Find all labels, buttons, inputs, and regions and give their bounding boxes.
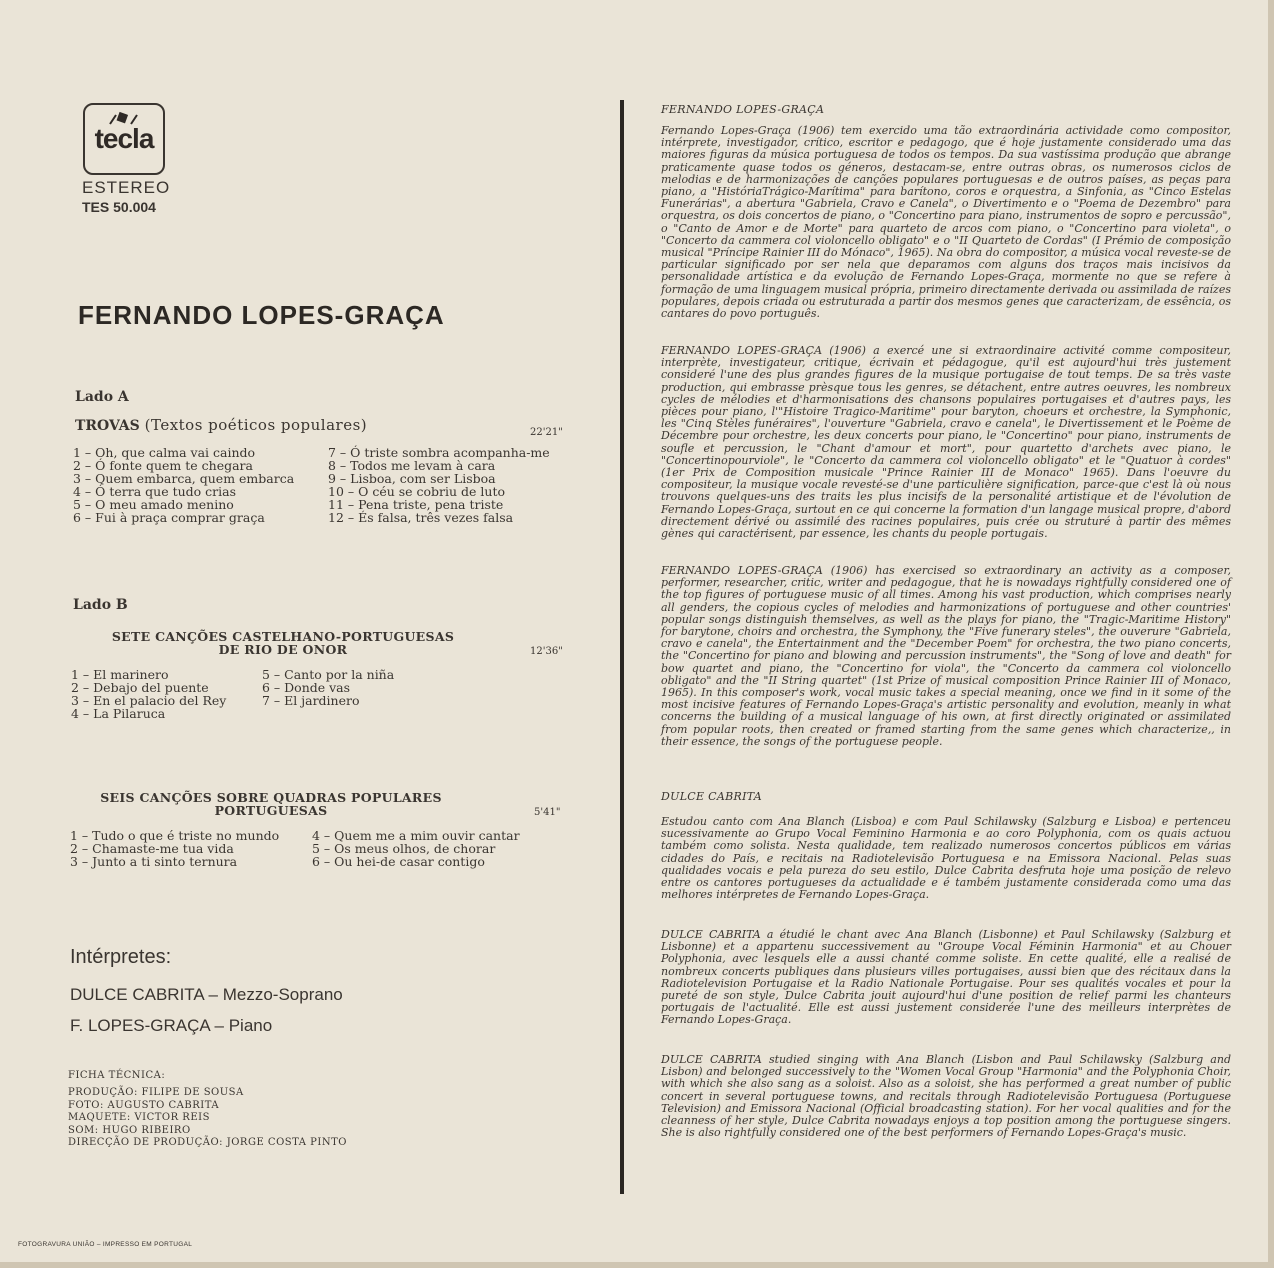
track-item: 7 – El jardinero [262, 693, 360, 708]
notes-composer-heading: FERNANDO LOPES-GRAÇA [661, 103, 825, 116]
seis-cancoes-title-line2: PORTUGUESAS [214, 803, 328, 818]
trovas-duration: 22'21" [530, 427, 563, 438]
credits-list [68, 1087, 347, 1150]
track-item: 1 – Tudo o que é triste no mundo [70, 828, 280, 843]
track-item: 11 – Pena triste, pena triste [328, 497, 504, 512]
track-item: 6 – Donde vas [262, 680, 351, 695]
performers-heading: Intérpretes: [70, 946, 172, 968]
trovas-title [75, 416, 367, 434]
seis-cancoes-duration: 5'41" [534, 807, 561, 818]
sete-cancoes-title [73, 630, 493, 656]
track-item: 5 – Os meus olhos, de chorar [312, 841, 496, 856]
column-divider [620, 100, 624, 1194]
track-item: 6 – Ou hei-de casar contigo [312, 854, 485, 869]
track-item: 1 – El marinero [71, 667, 169, 682]
track-item: 9 – Lisboa, com ser Lisboa [328, 471, 496, 486]
catalog-number: TES 50.004 [82, 199, 156, 215]
performer-pianist: F. LOPES-GRAÇA – Piano [70, 1016, 273, 1035]
track-item: 4 – Ó terra que tudo crias [73, 484, 237, 499]
trovas-title-text: TROVAS [75, 418, 140, 434]
sete-cancoes-duration: 12'36" [530, 646, 563, 657]
sete-cancoes-title-line1: SETE CANÇÕES CASTELHANO-PORTUGUESAS [111, 629, 455, 644]
track-item: 8 – Todos me levam à cara [328, 458, 496, 473]
notes-composer-french: FERNANDO LOPES-GRAÇA (1906) a exercé une si extraordinaire activité comme compositeur, interprète, investigateur, critique, écrivain et pédagogue, qu'il est aujourd'hui très justement consideré l'une des plus grandes figures de la musique portugaise de tout temps. De sa très vaste production, qui embrasse prèsque tous les genres, se détachent, entre autres oeuvres, les nombreux cycles de mélodies et d'harmonisations des chansons populaires portugaises et d'autres pays, les pièces pour piano, l'"Histoire Tragico-Maritime" pour baryton, choeurs et orchestre, la Symphonic, les "Cinq Stèles funéraires", l'ouverture "Gabriela, cravo e canela", le Divertissement et le Poème de Décembre pour orchestre, les deux concerts pour piano, le "Concertino" pour piano, instruments de soufle et percussion, le "Chant d'amour et mort", pour quartetto d'archets avec piano, le "Concertinopourviole", le "Concerto da cammera col violoncello obligato" et le "Quatuor à cordes" (1er Prix de Composition musicale "Prince Rainier III de Monaco" 1965). Dans l'oeuvre du compositeur, la musique vocale revesté-se d'une particulière signification, parce-que c'est là où nous trouvons quelques-uns des traits les plus incisifs de la personalité artistique et de l'évolution de Fernando Lopes-Graça, surtout en ce qui concerne la formation d'un langage musical propre, d'abord directement dérivé ou assimilé des racines populaires, puis crée ou struturé à partir des mêmes gènes qui caractérisent, par essence, les chants du people portugais. [661, 344, 1231, 541]
track-item: 6 – Fui à praça comprar graça [73, 510, 265, 525]
notes-composer-portuguese: Fernando Lopes-Graça (1906) tem exercido uma tão extraordinária actividade como compositor, intérprete, investigador, crítico, escritor e pedagogo, que é hoje justamente considerado uma das maiores figuras da música portuguesa de todos os tempos. Da sua vastíssima produção que abrange praticamente quase todos os géneros, destacam-se, entre outras obras, os numerosos ciclos de melodias e de harmonizações de canções populares portuguesas e de outros países, as peças para piano, a "HistóriaTrágico-Marítima" para barítono, coros e orquestra, a Sinfonia, as "Cinco Estelas Funerárias", a abertura "Gabriela, Cravo e Canela", o Divertimento e o "Poema de Dezembro" para orquestra, os dois concertos de piano, o "Concertino para piano, instrumentos de sopro e percussão", o "Canto de Amor e de Morte" para quarteto de arcos com piano, o "Concertino para violeta", o "Concerto da cammera col violoncello obligato" e o "II Quarteto de Cordas" (I Prémio de composição musical "Príncipe Rainier III do Mónaco", 1965). Na obra do compositor, a música vocal reveste-se de particular significado por ser nela que deparamos com alguns dos traços mais incisivos da personalidade artística e da evolução de Fernando Lopes-Graça, mormente no que se refere à formação de uma linguagem musical própria, primeiro directamente derivada ou assimilada de raízes populares, depois criada ou estruturada a partir dos mesmos genes que caracterizam, de essência, os cantares do povo português. [661, 124, 1231, 321]
track-item: 2 – Ó fonte quem te chegara [73, 458, 253, 473]
sete-cancoes-title-line2: DE RIO DE ONOR [218, 642, 348, 657]
track-item: 4 – La Pilaruca [71, 706, 166, 721]
track-item: 2 – Chamaste-me tua vida [70, 841, 234, 856]
credit-line: MAQUETE: VICTOR REIS [68, 1112, 210, 1123]
sete-cancoes-tracklist-left [71, 668, 226, 720]
sete-cancoes-tracklist-right [262, 668, 394, 707]
track-item: 10 – O céu se cobriu de luto [328, 484, 506, 499]
track-item: 4 – Quem me a mim ouvir cantar [312, 828, 520, 843]
stereo-label: ESTEREO [82, 178, 171, 197]
composer-title: FERNANDO LOPES-GRAÇA [78, 300, 445, 330]
credits-heading: FICHA TÉCNICA: [68, 1070, 166, 1081]
seis-cancoes-title-line1: SEIS CANÇÕES SOBRE QUADRAS POPULARES [100, 790, 442, 805]
printer-credit: FOTOGRAVURA UNIÃO – IMPRESSO EM PORTUGAL [18, 1241, 193, 1248]
logo-wordmark: tecla [94, 123, 154, 154]
track-item: 1 – Oh, que calma vai caindo [73, 445, 256, 460]
trovas-subtitle: (Textos poéticos populares) [144, 416, 368, 434]
track-item: 2 – Debajo del puente [71, 680, 209, 695]
track-item: 5 – Canto por la niña [262, 667, 395, 682]
notes-singer-heading: DULCE CABRITA [661, 790, 762, 803]
seis-cancoes-tracklist-left [70, 829, 279, 868]
credit-line: PRODUÇÃO: FILIPE DE SOUSA [68, 1087, 244, 1098]
performer-singer: DULCE CABRITA – Mezzo-Soprano [70, 985, 343, 1004]
tecla-logo [83, 103, 165, 175]
credit-line: DIRECÇÃO DE PRODUÇÃO: JORGE COSTA PINTO [68, 1137, 347, 1148]
notes-composer-english: FERNANDO LOPES-GRAÇA (1906) has exercised so extraordinary an activity as a composer, performer, researcher, critic, writer and pedagogue, that he is nowadays rightfully considered one of the top figures of portuguese music of all times. Among his vast production, which comprises nearly all genders, the copious cycles of melodies and harmonizations of portuguese and other countries' popular songs distinguish themselves, as well as the plays for piano, the "Tragic-Maritime History" for barytone, choirs and orchestra, the Symphony, the "Five funerary steles", the ouverure "Gabriela, cravo e canela", the Entertainment and the "December Poem" for orchestra, the two piano concerts, the "Concertino for piano and blowing and percussion instruments", the "Song of love and death" for bow quartet and piano, the "Concertino for viola", the "Concerto da cammera col violoncello obligato" and the "II String quartet" (1st Prize of musical composition Prince Rainier III of Monaco, 1965). In this composer's work, vocal music takes a special meaning, once we find in it some of the most incisive features of Fernando Lopes-Graça's artistic personality and evolution, meanly in what concerns the building of a musical language of his own, at first directly originated or assimilated from popular roots, then created or framed starting from the same genes which characterize,, in their essence, the songs of the portuguese people. [661, 564, 1231, 748]
seis-cancoes-title [71, 791, 471, 817]
side-a-label: Lado A [75, 389, 129, 405]
trovas-tracklist-right [328, 446, 550, 524]
credit-line: SOM: HUGO RIBEIRO [68, 1124, 191, 1136]
track-item: 3 – En el palacio del Rey [71, 693, 227, 708]
trovas-tracklist-left [73, 446, 294, 524]
track-item: 7 – Ó triste sombra acompanha-me [328, 445, 550, 460]
track-item: 3 – Quem embarca, quem embarca [73, 471, 295, 486]
seis-cancoes-tracklist-right [312, 829, 520, 868]
notes-singer-portuguese: Estudou canto com Ana Blanch (Lisboa) e com Paul Schilawsky (Salzburg e Lisboa) e pertenceu sucessivamente ao Grupo Vocal Feminino Harmonia e ao coro Polyphonia, com os quais actuou também como solista. Nesta qualidade, tem realizado numerosos concertos públicos em várias cidades do País, e recitais na Radiotelevisão Portuguesa e na Emissora Nacional. Pelas suas qualidades vocais e pela pureza do seu estilo, Dulce Cabrita desfruta hoje uma posição de relevo entre os cantores portugueses da actualidade e é também justamente considerada como uma das melhores intérpretes de Fernando Lopes-Graça. [661, 815, 1231, 902]
notes-singer-english: DULCE CABRITA studied singing with Ana Blanch (Lisbon and Paul Schilawsky (Salzburg and Lisbon) and belonged successively to the "Women Vocal Group "Harmonia" and the Polyphonia Choir, with which she also sang as a soloist. Also as a soloist, she has performed a great number of public concert in several portuguese towns, and recitals through Radiotelevisão Portuguesa (Portuguese Television) and Emissora Nacional (Official broadcasting station). For her vocal qualities and for the cleanness of her style, Dulce Cabrita nowadays enjoys a top position among the portuguese singers. She is also rightfully considered one of the best performers of Fernando Lopes-Graça's music. [661, 1053, 1231, 1140]
track-item: 3 – Junto a ti sinto ternura [70, 854, 238, 869]
track-item: 5 – O meu amado menino [73, 497, 234, 512]
notes-singer-french: DULCE CABRITA a étudié le chant avec Ana Blanch (Lisbonne) et Paul Schilawsky (Salzburg et Lisbonne) et a appartenu successivement au "Groupe Vocal Féminin Harmonia" et au Chouer Polyphonia, avec lesquels elle a aussi chanté comme soliste. En cette qualité, elle a realisé de nombreux concerts publiques dans plusieurs villes portugaises, aussi bien que des récitaux dans la Radiotelevision Portugaise et la Radio Nationale Portugaise. Pour ses qualités vocales et pour la pureté de son style, Dulce Cabrita jouit aujourd'hui d'une position de relief parmi les chanteurs portugais de l'actualité. Elle est aussi justement considerée l'une des meilleurs interprètes de Fernando Lopes-Graça. [661, 928, 1231, 1027]
side-b-label: Lado B [73, 597, 128, 613]
credit-line: FOTO: AUGUSTO CABRITA [68, 1099, 220, 1111]
track-item: 12 – És falsa, três vezes falsa [328, 510, 514, 525]
